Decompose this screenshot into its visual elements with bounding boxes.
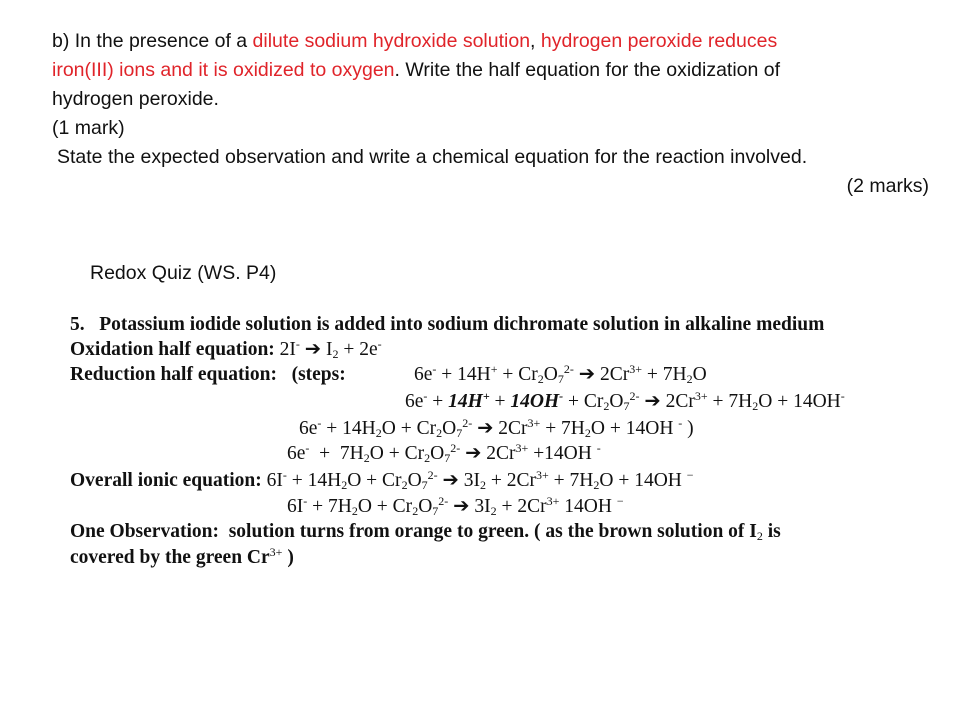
reduction-step-3: $6e^- + 14H_2O + Cr_2O_7^{2-}$ ➔ $2Cr^{3+} + 7H_2O + 14OH$ - ): [299, 416, 694, 440]
highlight-iron-oxidized: iron(III) ions and it is oxidized to oxygen: [52, 59, 395, 81]
overall-simplified: $6I^- + 7H_2O + Cr_2O_7^{2-}$ ➔ $3I_2 + 2Cr^{3+}$ 14OH −: [287, 494, 624, 518]
overall-ionic-equation: Overall ionic equation: $6I^- + 14H_2O + Cr_2O_7^{2-}$ ➔ $3I_2 + 2Cr^{3+} + 7H_2O + 14OH$ −: [70, 468, 694, 492]
observation-line-2: covered by the green $Cr^{3+}$ ): [70, 545, 294, 568]
question-line-5: State the expected observation and write a chemical equation for the reaction involved.: [57, 146, 808, 168]
quiz-title: Redox Quiz (WS. P4): [90, 262, 277, 284]
observation-line-1: One Observation: solution turns from orange to green. ( as the brown solution of $I_2$ is: [70, 521, 781, 543]
highlight-dilute-naoh: dilute sodium hydroxide solution: [252, 30, 531, 52]
mark-2: (2 marks): [846, 175, 929, 197]
mark-1: (1 mark): [52, 117, 125, 139]
reduction-step-4: $6e^- + 7H_2O + Cr_2O_7^{2-}$ ➔ $2Cr^{3+} +14OH$ -: [287, 441, 601, 465]
oxidation-half-equation: Oxidation half equation: 2I- ➔ $I_2 + 2e^-$: [70, 337, 382, 361]
highlight-h2o2-reduces: hydrogen peroxide reduces: [540, 30, 778, 52]
question-text: [52, 27, 942, 197]
answer-question-line: 5. Potassium iodide solution is added into sodium dichromate solution in alkaline medium: [70, 314, 825, 335]
reduction-step-2: $6e^- + 14H^+ + 14OH^- + Cr_2O_7^{2-}$ ➔ $2Cr^{3+} + 7H_2O + 14OH^-$: [405, 389, 845, 413]
question-line-1: b) In the presence of a dilute sodium hydroxide solution, hydrogen peroxide reduces: [52, 30, 778, 52]
question-line-2: iron(III) ions and it is oxidized to oxygen. Write the half equation for the oxidization of: [52, 59, 781, 81]
question-line-3: hydrogen peroxide.: [52, 88, 219, 110]
reduction-half-equation: Reduction half equation: (steps: $6e^- + 14H^+ + Cr_2O_7^{2-}$ ➔ $2Cr^{3+} + 7H_2O$: [70, 362, 707, 386]
